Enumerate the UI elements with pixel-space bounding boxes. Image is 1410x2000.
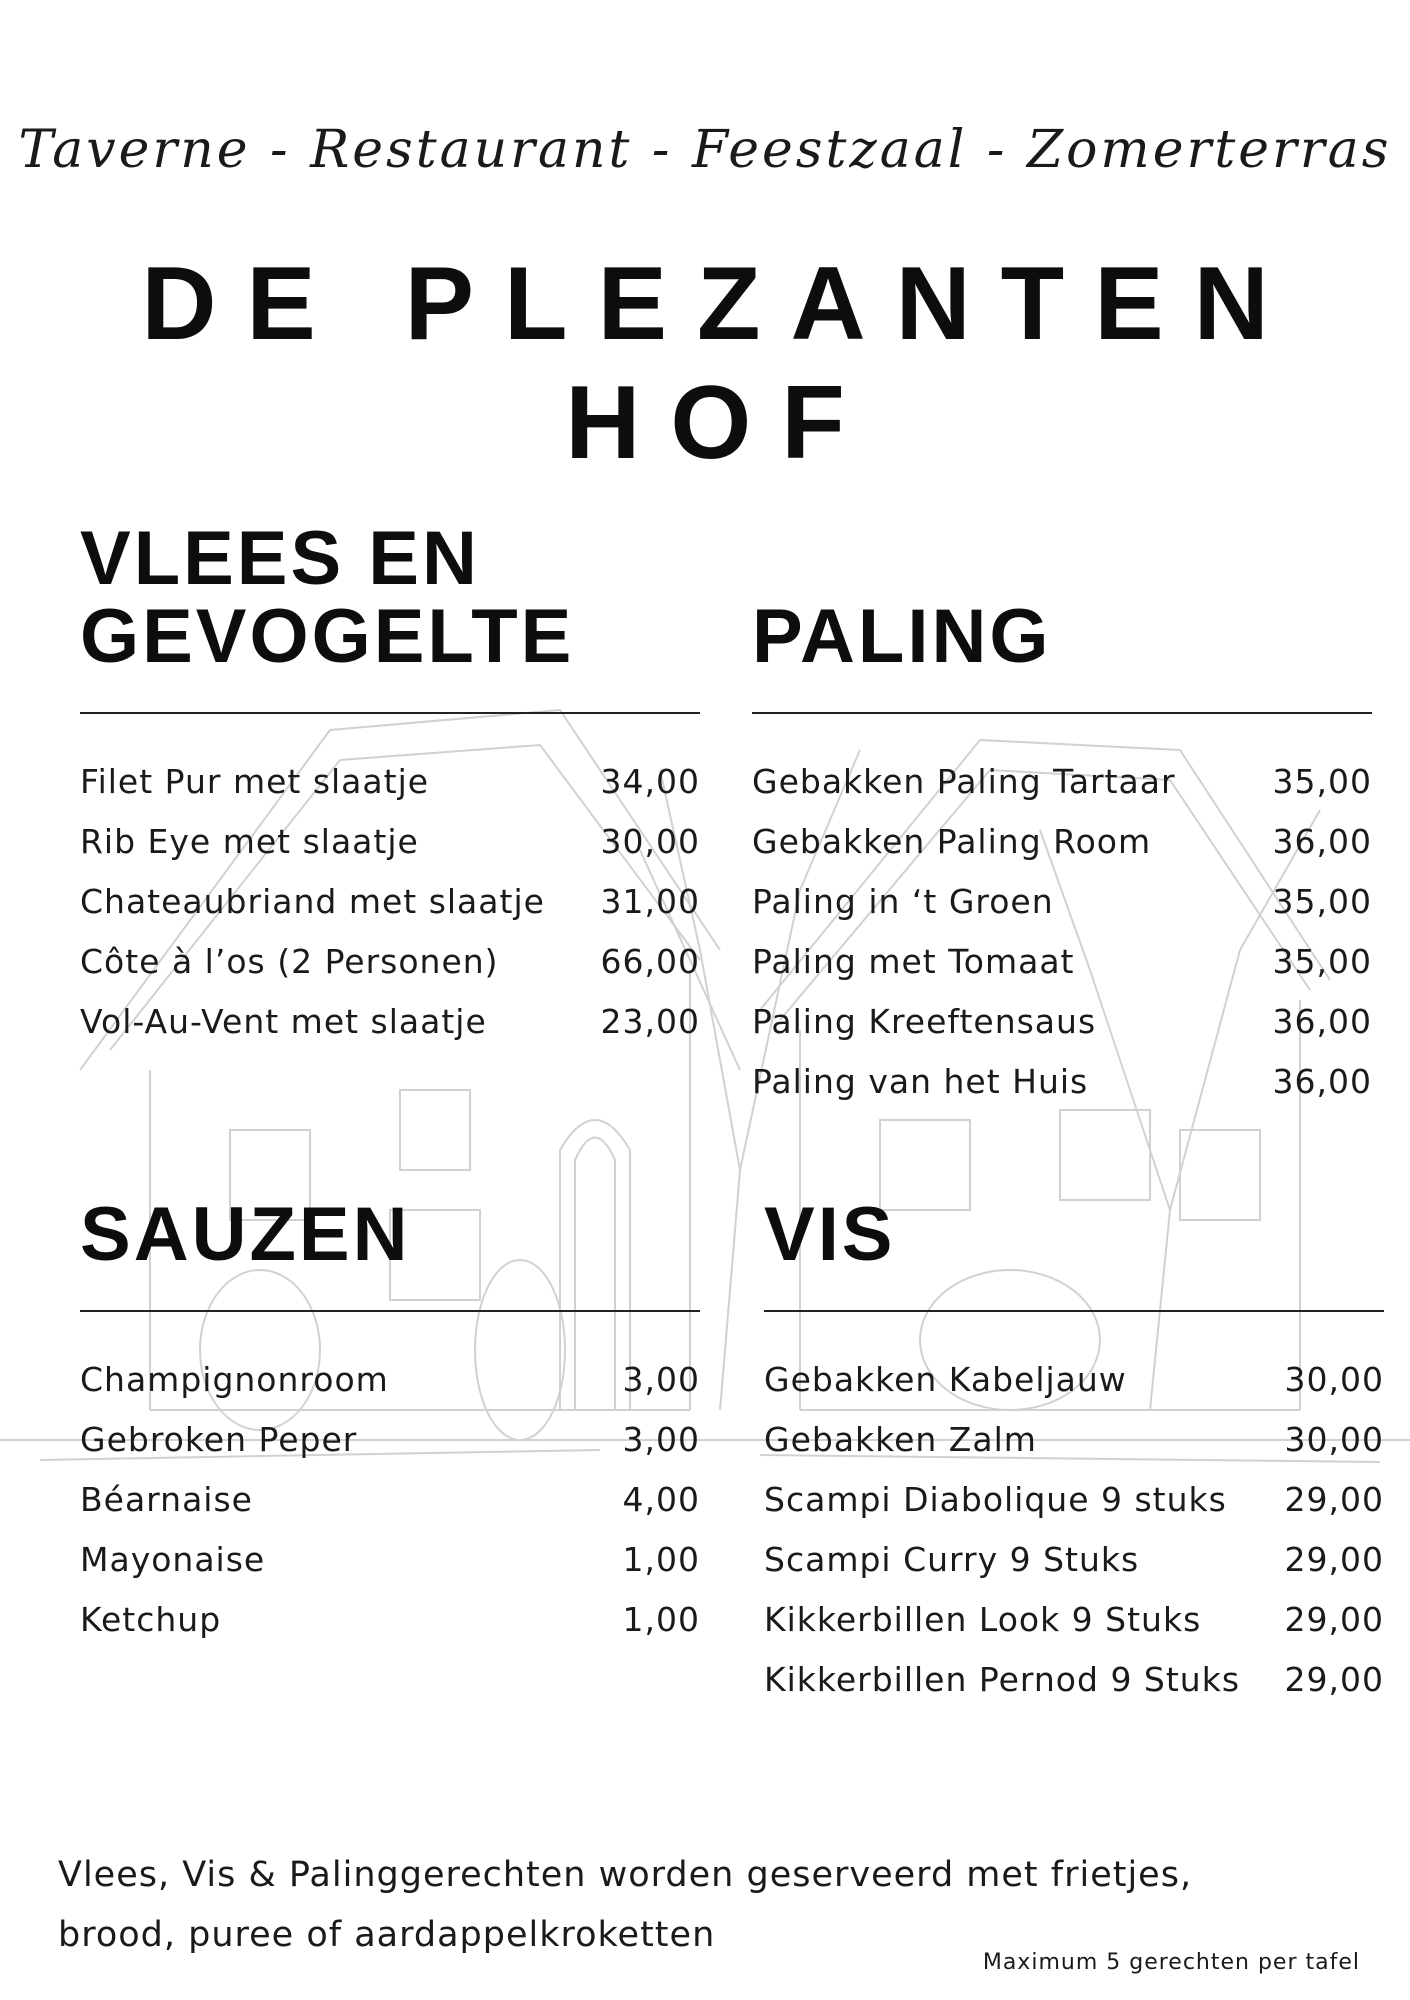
item-name: Rib Eye met slaatje bbox=[80, 822, 419, 861]
menu-item bbox=[764, 1420, 1384, 1480]
menu-item bbox=[752, 762, 1372, 822]
item-price: 36,00 bbox=[1272, 1062, 1372, 1101]
section-heading: SAUZEN bbox=[80, 1192, 411, 1277]
section-paling bbox=[752, 594, 1372, 1122]
item-name: Ketchup bbox=[80, 1600, 222, 1639]
menu-item bbox=[764, 1660, 1384, 1720]
item-price: 29,00 bbox=[1284, 1660, 1384, 1699]
item-name: Scampi Curry 9 Stuks bbox=[764, 1540, 1140, 1579]
menu-list bbox=[752, 762, 1372, 1122]
item-name: Paling in ‘t Groen bbox=[752, 882, 1054, 921]
menu-item bbox=[80, 1480, 700, 1540]
item-price: 36,00 bbox=[1272, 822, 1372, 861]
item-name: Paling Kreeftensaus bbox=[752, 1002, 1097, 1041]
item-name: Béarnaise bbox=[80, 1480, 253, 1519]
menu-item bbox=[764, 1480, 1384, 1540]
item-price: 31,00 bbox=[600, 882, 700, 921]
item-price: 35,00 bbox=[1272, 942, 1372, 981]
item-price: 3,00 bbox=[622, 1360, 700, 1399]
menu-item bbox=[80, 1360, 700, 1420]
tagline: Taverne - Restaurant - Feestzaal - Zomerterras bbox=[18, 120, 1392, 180]
item-price: 4,00 bbox=[622, 1480, 700, 1519]
item-name: Côte à l’os (2 Personen) bbox=[80, 942, 499, 981]
menu-item bbox=[80, 1600, 700, 1660]
menu-item bbox=[764, 1360, 1384, 1420]
item-price: 23,00 bbox=[600, 1002, 700, 1041]
item-price: 29,00 bbox=[1284, 1480, 1384, 1519]
section-divider bbox=[80, 712, 700, 714]
item-name: Paling van het Huis bbox=[752, 1062, 1089, 1101]
section-divider bbox=[764, 1310, 1384, 1312]
item-price: 30,00 bbox=[600, 822, 700, 861]
item-price: 35,00 bbox=[1272, 762, 1372, 801]
serving-note-line: Vlees, Vis & Palinggerechten worden geserveerd met frietjes, bbox=[58, 1855, 1193, 1895]
item-price: 35,00 bbox=[1272, 882, 1372, 921]
item-name: Chateaubriand met slaatje bbox=[80, 882, 545, 921]
item-price: 3,00 bbox=[622, 1420, 700, 1459]
item-name: Vol-Au-Vent met slaatje bbox=[80, 1002, 487, 1041]
item-name: Kikkerbillen Look 9 Stuks bbox=[764, 1600, 1202, 1639]
item-price: 34,00 bbox=[600, 762, 700, 801]
item-name: Gebakken Zalm bbox=[764, 1420, 1037, 1459]
item-name: Kikkerbillen Pernod 9 Stuks bbox=[764, 1660, 1241, 1699]
menu-list bbox=[764, 1360, 1384, 1720]
section-divider bbox=[752, 712, 1372, 714]
section-heading: VLEES EN GEVOGELTE bbox=[80, 516, 575, 679]
menu-item bbox=[80, 1002, 700, 1062]
item-price: 1,00 bbox=[622, 1600, 700, 1639]
section-heading: PALING bbox=[752, 594, 1052, 679]
item-price: 29,00 bbox=[1284, 1540, 1384, 1579]
serving-note bbox=[58, 1845, 1192, 1965]
menu-item bbox=[80, 942, 700, 1002]
menu-item bbox=[80, 762, 700, 822]
menu-item bbox=[752, 882, 1372, 942]
item-name: Champignonroom bbox=[80, 1360, 389, 1399]
item-name: Scampi Diabolique 9 stuks bbox=[764, 1480, 1227, 1519]
item-name: Gebakken Paling Tartaar bbox=[752, 762, 1176, 801]
menu-item bbox=[752, 822, 1372, 882]
menu-item bbox=[752, 1002, 1372, 1062]
menu-item bbox=[80, 822, 700, 882]
item-price: 66,00 bbox=[600, 942, 700, 981]
item-price: 29,00 bbox=[1284, 1600, 1384, 1639]
menu-item bbox=[80, 1540, 700, 1600]
item-name: Paling met Tomaat bbox=[752, 942, 1075, 981]
section-heading: VIS bbox=[764, 1192, 896, 1277]
item-name: Gebroken Peper bbox=[80, 1420, 358, 1459]
max-dishes-note: Maximum 5 gerechten per tafel bbox=[982, 1950, 1360, 1975]
menu-item bbox=[752, 1062, 1372, 1122]
item-price: 36,00 bbox=[1272, 1002, 1372, 1041]
section-sauzen bbox=[80, 1192, 700, 1660]
section-vis bbox=[764, 1192, 1384, 1720]
serving-note-line: brood, puree of aardappelkroketten bbox=[58, 1915, 716, 1955]
item-price: 1,00 bbox=[622, 1540, 700, 1579]
menu-item bbox=[80, 1420, 700, 1480]
menu-item bbox=[764, 1600, 1384, 1660]
item-name: Gebakken Kabeljauw bbox=[764, 1360, 1127, 1399]
menu-item bbox=[752, 942, 1372, 1002]
menu-list bbox=[80, 1360, 700, 1660]
section-divider bbox=[80, 1310, 700, 1312]
item-name: Mayonaise bbox=[80, 1540, 266, 1579]
item-price: 30,00 bbox=[1284, 1420, 1384, 1459]
section-vlees-en-gevogelte bbox=[80, 516, 700, 1062]
restaurant-name: DE PLEZANTEN HOF bbox=[141, 246, 1299, 481]
menu-item bbox=[80, 882, 700, 942]
menu-item bbox=[764, 1540, 1384, 1600]
item-name: Filet Pur met slaatje bbox=[80, 762, 430, 801]
menu-list bbox=[80, 762, 700, 1062]
item-name: Gebakken Paling Room bbox=[752, 822, 1152, 861]
item-price: 30,00 bbox=[1284, 1360, 1384, 1399]
